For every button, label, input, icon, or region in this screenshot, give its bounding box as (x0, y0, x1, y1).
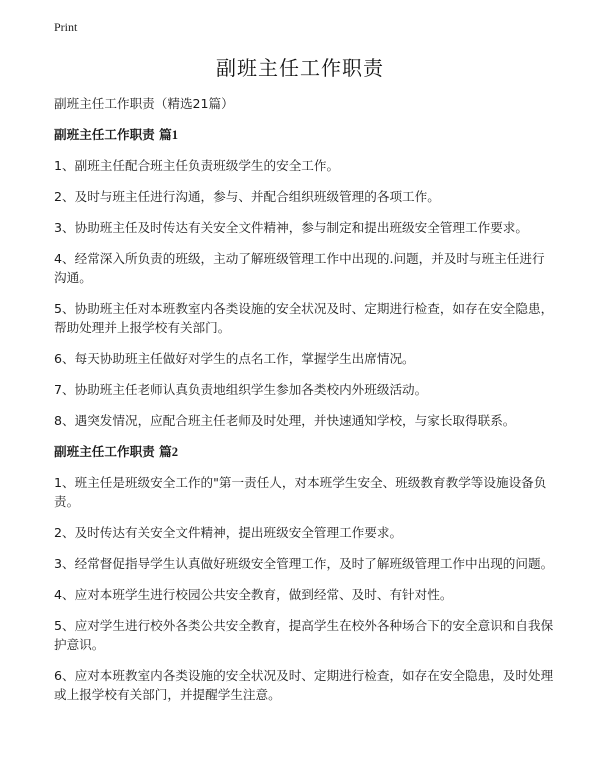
list-item: 1、副班主任配合班主任负责班级学生的安全工作。 (54, 158, 340, 173)
list-item: 5、协助班主任对本班教室内各类设施的安全状况及时、定期进行检查，如存在安全隐患，帮助处理并上报学校有关部门。 (54, 301, 554, 335)
document-body (54, 94, 554, 716)
list-item: 3、协助班主任及时传达有关安全文件精神，参与制定和提出班级安全管理工作要求。 (54, 220, 528, 235)
section-heading-text: 副班主任工作职责 篇 (54, 444, 172, 459)
document-title: 副班主任工作职责 (216, 56, 384, 80)
list-item: 6、应对本班教室内各类设施的安全状况及时、定期进行检查，如存在安全隐患，及时处理或上报学校有关部门，并提醒学生注意。 (54, 668, 554, 702)
section-heading-number: 2 (171, 445, 179, 459)
list-item: 6、每天协助班主任做好对学生的点名工作，掌握学生出席情况。 (54, 351, 415, 366)
list-item: 4、经常深入所负责的班级，主动了解班级管理工作中出现的.问题，并及时与班主任进行沟通。 (54, 251, 545, 285)
list-item: 3、经常督促指导学生认真做好班级安全管理工作，及时了解班级管理工作中出现的问题。 (54, 556, 554, 571)
list-item: 1、班主任是班级安全工作的"第一责任人，对本班学生安全、班级教育教学等设施设备负责。 (54, 475, 547, 509)
list-item: 2、及时与班主任进行沟通，参与、并配合组织班级管理的各项工作。 (54, 189, 440, 204)
section-heading (54, 442, 554, 462)
list-item: 8、遇突发情况，应配合班主任老师及时处理，并快速通知学校，与家长取得联系。 (54, 413, 516, 428)
document-subtitle: 副班主任工作职责（精选21篇） (54, 96, 234, 111)
section-heading (54, 125, 554, 145)
section-heading-number: 1 (171, 128, 179, 142)
list-item: 5、应对学生进行校外各类公共安全教育，提高学生在校外各种场合下的安全意识和自我保护意识。 (54, 618, 554, 652)
list-item: 4、应对本班学生进行校园公共安全教育，做到经常、及时、有针对性。 (54, 587, 453, 602)
section-1 (54, 125, 554, 430)
section-heading-text: 副班主任工作职责 篇 (54, 127, 172, 142)
print-link[interactable]: Print (54, 20, 78, 34)
list-item: 2、及时传达有关安全文件精神，提出班级安全管理工作要求。 (54, 525, 403, 540)
list-item: 7、协助班主任老师认真负责地组织学生参加各类校内外班级活动。 (54, 382, 428, 397)
section-2 (54, 442, 554, 704)
